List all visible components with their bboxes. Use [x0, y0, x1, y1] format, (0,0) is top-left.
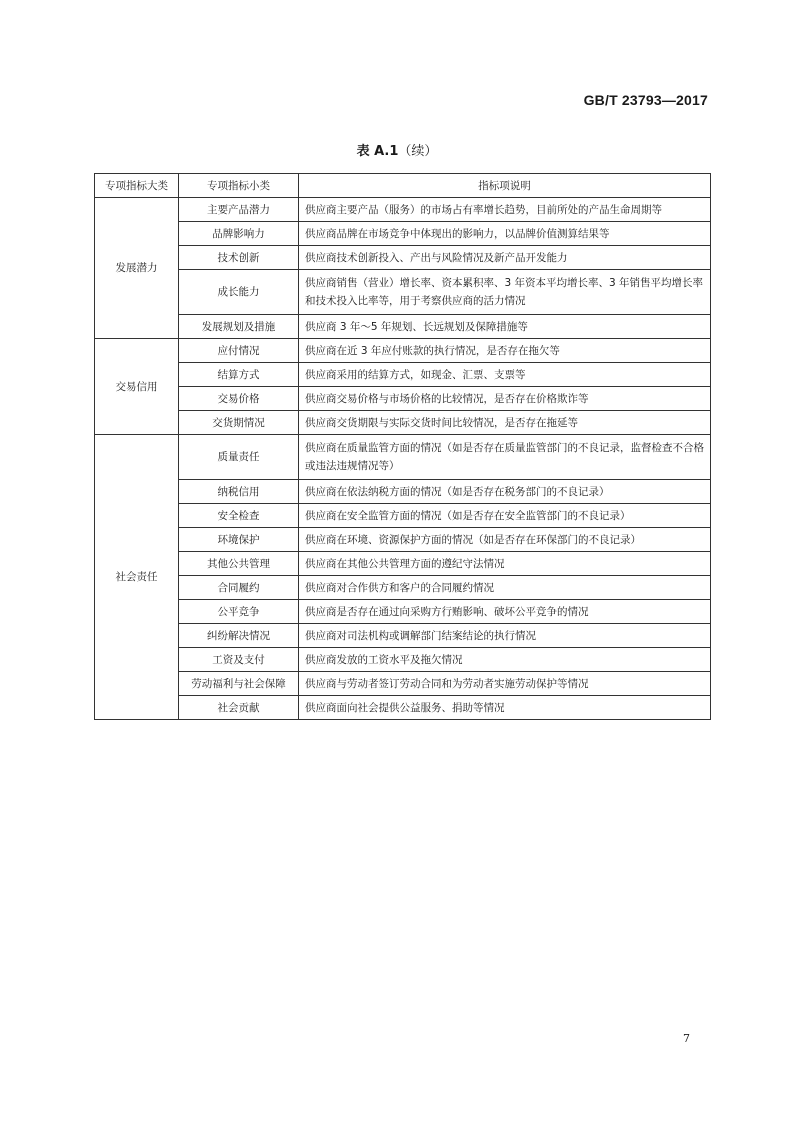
table-row [95, 480, 711, 504]
description-cell: 供应商主要产品（服务）的市场占有率增长趋势，目前所处的产品生命周期等 [299, 198, 711, 222]
subcategory-cell: 环境保护 [179, 528, 299, 552]
table-title-label: 表 A.1 [356, 144, 399, 159]
table-row [95, 246, 711, 270]
description-cell: 供应商对司法机构或调解部门结案结论的执行情况 [299, 624, 711, 648]
description-cell: 供应商销售（营业）增长率、资本累积率、3 年资本平均增长率、3 年销售平均增长率和技术投入比率等，用于考察供应商的活力情况 [299, 270, 711, 315]
table-row [95, 528, 711, 552]
category-cell: 社会责任 [95, 435, 179, 720]
description-cell: 供应商在依法纳税方面的情况（如是否存在税务部门的不良记录） [299, 480, 711, 504]
table-row [95, 435, 711, 480]
subcategory-cell: 公平竞争 [179, 600, 299, 624]
description-cell: 供应商在其他公共管理方面的遵纪守法情况 [299, 552, 711, 576]
subcategory-cell: 技术创新 [179, 246, 299, 270]
table-row [95, 363, 711, 387]
table-row [95, 696, 711, 720]
description-cell: 供应商交易价格与市场价格的比较情况，是否存在价格欺诈等 [299, 387, 711, 411]
description-cell: 供应商面向社会提供公益服务、捐助等情况 [299, 696, 711, 720]
subcategory-cell: 纠纷解决情况 [179, 624, 299, 648]
category-cell: 发展潜力 [95, 198, 179, 339]
subcategory-cell: 发展规划及措施 [179, 315, 299, 339]
table-row [95, 600, 711, 624]
description-cell: 供应商发放的工资水平及拖欠情况 [299, 648, 711, 672]
table-row [95, 339, 711, 363]
subcategory-cell: 交货期情况 [179, 411, 299, 435]
column-header-description: 指标项说明 [299, 174, 711, 198]
description-cell: 供应商在环境、资源保护方面的情况（如是否存在环保部门的不良记录） [299, 528, 711, 552]
column-header-subcategory: 专项指标小类 [179, 174, 299, 198]
table-row [95, 576, 711, 600]
table-row [95, 198, 711, 222]
subcategory-cell: 安全检查 [179, 504, 299, 528]
table-row [95, 387, 711, 411]
table-row [95, 315, 711, 339]
description-cell: 供应商对合作供方和客户的合同履约情况 [299, 576, 711, 600]
subcategory-cell: 社会贡献 [179, 696, 299, 720]
page-number: 7 [683, 1032, 690, 1045]
description-cell: 供应商 3 年～5 年规划、长远规划及保障措施等 [299, 315, 711, 339]
table-row [95, 648, 711, 672]
table-row [95, 624, 711, 648]
table-title-suffix: （续） [398, 144, 438, 159]
category-cell: 交易信用 [95, 339, 179, 435]
table-header-row [95, 174, 711, 198]
description-cell: 供应商在近 3 年应付账款的执行情况，是否存在拖欠等 [299, 339, 711, 363]
indicator-table [94, 173, 711, 720]
description-cell: 供应商技术创新投入、产出与风险情况及新产品开发能力 [299, 246, 711, 270]
table-title [0, 140, 794, 159]
description-cell: 供应商与劳动者签订劳动合同和为劳动者实施劳动保护等情况 [299, 672, 711, 696]
subcategory-cell: 交易价格 [179, 387, 299, 411]
description-cell: 供应商是否存在通过向采购方行贿影响、破坏公平竞争的情况 [299, 600, 711, 624]
description-cell: 供应商在安全监管方面的情况（如是否存在安全监管部门的不良记录） [299, 504, 711, 528]
subcategory-cell: 成长能力 [179, 270, 299, 315]
subcategory-cell: 结算方式 [179, 363, 299, 387]
description-cell: 供应商品牌在市场竞争中体现出的影响力，以品牌价值测算结果等 [299, 222, 711, 246]
subcategory-cell: 纳税信用 [179, 480, 299, 504]
description-cell: 供应商在质量监管方面的情况（如是否存在质量监管部门的不良记录，监督检查不合格或违法违规情况等） [299, 435, 711, 480]
table-body [95, 198, 711, 720]
subcategory-cell: 应付情况 [179, 339, 299, 363]
table-row [95, 222, 711, 246]
table-row [95, 270, 711, 315]
table-row [95, 411, 711, 435]
subcategory-cell: 主要产品潜力 [179, 198, 299, 222]
table-row [95, 672, 711, 696]
subcategory-cell: 工资及支付 [179, 648, 299, 672]
column-header-category: 专项指标大类 [95, 174, 179, 198]
subcategory-cell: 其他公共管理 [179, 552, 299, 576]
table-row [95, 552, 711, 576]
subcategory-cell: 合同履约 [179, 576, 299, 600]
subcategory-cell: 品牌影响力 [179, 222, 299, 246]
subcategory-cell: 质量责任 [179, 435, 299, 480]
description-cell: 供应商交货期限与实际交货时间比较情况，是否存在拖延等 [299, 411, 711, 435]
description-cell: 供应商采用的结算方式，如现金、汇票、支票等 [299, 363, 711, 387]
standard-code: GB/T 23793—2017 [583, 92, 708, 108]
table-row [95, 504, 711, 528]
subcategory-cell: 劳动福利与社会保障 [179, 672, 299, 696]
